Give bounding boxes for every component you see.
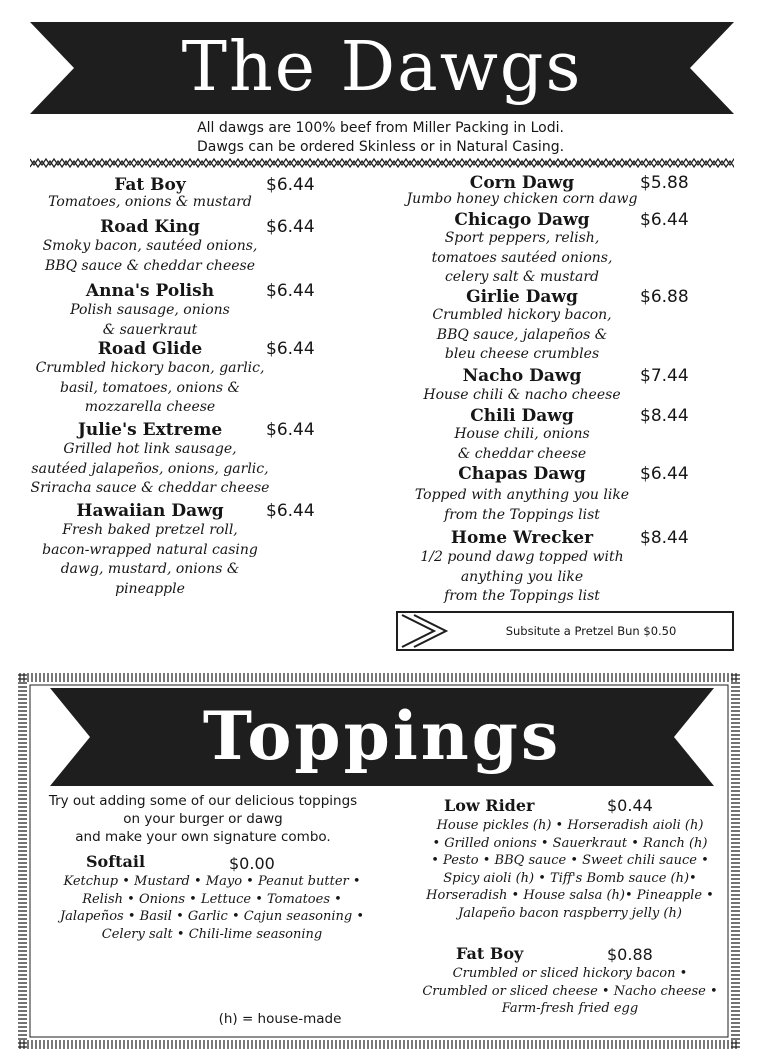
title-banner: [30, 22, 734, 114]
item-description: BBQ sauce, jalapeños &: [436, 326, 608, 343]
low-rider-items: • Grilled onions • Sauerkraut • Ranch (h): [432, 835, 708, 851]
substitute-text: Subsitute a Pretzel Bun $0.50: [505, 624, 677, 638]
item-description: Sport peppers, relish,: [444, 230, 600, 246]
item-price: $6.44: [266, 339, 315, 359]
item-description: celery salt & mustard: [444, 269, 600, 285]
item-description: mozzarella cheese: [84, 399, 216, 415]
softail-items: Celery salt • Chili-lime seasoning: [101, 926, 323, 942]
item-name: Nacho Dawg: [462, 366, 582, 386]
item-description: sautéed jalapeños, onions, garlic,: [31, 460, 269, 477]
low-rider-name: Low Rider: [444, 796, 535, 815]
item-name: Corn Dawg: [469, 173, 575, 193]
item-description: basil, tomatoes, onions &: [60, 379, 240, 396]
low-rider-items: House pickles (h) • Horseradish aioli (h): [436, 818, 704, 833]
zigzag-divider: [30, 157, 734, 169]
fat-boy-topping-items: Crumbled or sliced hickory bacon •: [452, 966, 688, 981]
item-name: Road Glide: [97, 339, 203, 359]
item-description: Polish sausage, onions: [70, 302, 230, 318]
item-description: House chili, onions: [454, 426, 590, 442]
toppings-intro-line: and make your own signature combo.: [75, 829, 331, 845]
item-description: Grilled hot link sausage,: [63, 441, 237, 457]
item-description: Smoky bacon, sautéed onions,: [42, 238, 258, 254]
fat-boy-topping-items: Crumbled or sliced cheese • Nacho cheese •: [422, 983, 718, 999]
fat-boy-topping-name: Fat Boy: [456, 944, 524, 963]
item-description: Crumbled hickory bacon, garlic,: [35, 360, 265, 376]
fat-boy-topping-items: Farm-fresh fried egg: [501, 1001, 639, 1017]
fat-boy-topping-price: $0.88: [607, 945, 653, 964]
item-name: Road King: [100, 217, 200, 237]
substitute-banner: [396, 611, 734, 651]
item-price: $6.44: [266, 217, 315, 237]
item-description: BBQ sauce & cheddar cheese: [45, 257, 255, 274]
item-name: Home Wrecker: [450, 528, 594, 548]
item-description: Topped with anything you like: [414, 487, 630, 503]
item-name: Chicago Dawg: [454, 210, 590, 230]
low-rider-price: $0.44: [607, 796, 653, 815]
item-price: $7.44: [640, 366, 689, 386]
low-rider-items: Horseradish • House salsa (h)• Pineapple •: [426, 888, 714, 904]
low-rider-items: Jalapeño bacon raspberry jelly (h): [458, 906, 682, 921]
softail-name: Softail: [86, 852, 146, 871]
toppings-banner: [50, 688, 714, 786]
low-rider-items: • Pesto • BBQ sauce • Sweet chili sauce •: [431, 853, 709, 869]
item-description: tomatoes sautéed onions,: [431, 249, 613, 266]
item-description: bleu cheese crumbles: [444, 346, 600, 362]
toppings-intro-line: Try out adding some of our delicious toppings: [48, 793, 358, 809]
item-price: $5.88: [640, 173, 689, 193]
item-description: pineapple: [115, 580, 185, 597]
item-price: $6.88: [640, 287, 689, 307]
toppings-title: Toppings: [202, 697, 562, 775]
intro-line-1: All dawgs are 100% beef from Miller Packing in Lodi.: [197, 120, 564, 136]
toppings-intro-line: on your burger or dawg: [123, 811, 283, 827]
item-name: Chili Dawg: [470, 406, 574, 426]
item-description: Tomatoes, onions & mustard: [48, 194, 252, 210]
item-description: & cheddar cheese: [457, 445, 587, 462]
item-name: Julie's Extreme: [77, 420, 223, 440]
item-description: dawg, mustard, onions &: [60, 561, 240, 577]
item-description: anything you like: [460, 568, 584, 585]
item-price: $6.44: [266, 501, 315, 521]
item-description: & sauerkraut: [102, 321, 198, 338]
item-price: $6.44: [266, 420, 315, 440]
item-price: $6.44: [266, 175, 315, 195]
item-name: Hawaiian Dawg: [76, 501, 224, 521]
item-price: $8.44: [640, 528, 689, 548]
softail-items: Jalapeños • Basil • Garlic • Cajun seasoning •: [59, 909, 365, 925]
item-name: Chapas Dawg: [458, 464, 586, 484]
item-price: $6.44: [266, 281, 315, 301]
item-description: from the Toppings list: [444, 506, 600, 523]
low-rider-items: Spicy aioli (h) • Tiff's Bomb sauce (h)•: [443, 870, 697, 886]
item-description: bacon-wrapped natural casing: [42, 541, 258, 558]
item-description: Crumbled hickory bacon,: [432, 307, 612, 323]
item-description: Sriracha sauce & cheddar cheese: [30, 480, 270, 496]
item-price: $8.44: [640, 406, 689, 426]
item-name: Girlie Dawg: [466, 287, 578, 307]
item-description: Fresh baked pretzel roll,: [62, 522, 238, 538]
item-description: Jumbo honey chicken corn dawg: [406, 191, 638, 207]
item-description: from the Toppings list: [444, 588, 600, 604]
softail-items: Ketchup • Mustard • Mayo • Peanut butter •: [63, 874, 361, 889]
item-description: House chili & nacho cheese: [423, 387, 621, 403]
intro-line-2: Dawgs can be ordered Skinless or in Natural Casing.: [196, 139, 565, 155]
item-price: $6.44: [640, 210, 689, 230]
page-title: The Dawgs: [181, 28, 583, 107]
item-name: Anna's Polish: [85, 281, 215, 301]
softail-price: $0.00: [229, 854, 275, 873]
item-price: $6.44: [640, 464, 689, 484]
item-description: 1/2 pound dawg topped with: [420, 549, 624, 565]
house-made-note: (h) = house-made: [218, 1011, 342, 1027]
item-name: Fat Boy: [114, 175, 186, 195]
softail-items: Relish • Onions • Lettuce • Tomatoes •: [82, 891, 342, 907]
